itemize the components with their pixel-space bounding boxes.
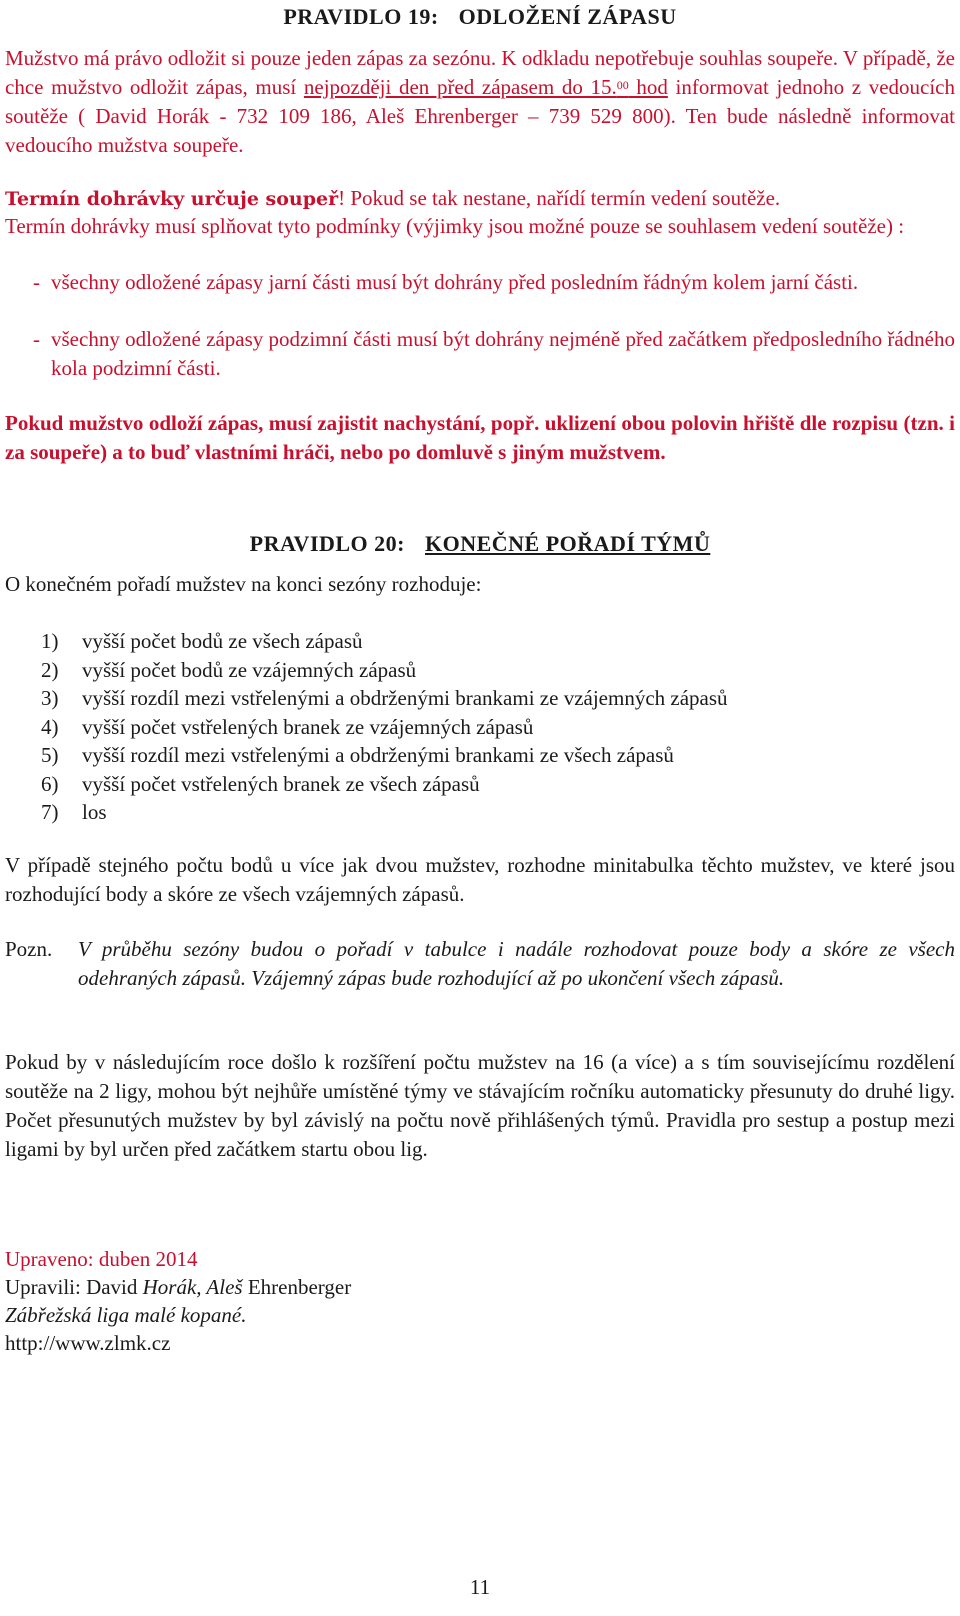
tie-break-paragraph: V případě stejného počtu bodů u více jak dvou mužstev, rozhodne minitabulka těchto mužstev, ve které jsou rozhodující body a skóre ze všech vzájemných zápasů. — [5, 853, 955, 906]
criterion-number: 3) — [41, 686, 59, 710]
criterion-number: 4) — [41, 714, 59, 739]
rule-19-title: ODLOŽENÍ ZÁPASU — [458, 4, 677, 29]
criterion-text: vyšší počet bodů ze všech zápasů — [82, 629, 363, 653]
criterion-text: vyšší rozdíl mezi vstřelenými a obdrženými brankami ze vzájemných zápasů — [82, 686, 728, 710]
note-block — [5, 935, 955, 993]
criterion-text: vyšší počet vstřelených branek ze vzájemných zápasů — [82, 714, 534, 739]
expansion-paragraph: Pokud by v následujícím roce došlo k rozšíření počtu mužstev na 16 (a více) a s tím souvisejícímu rozdělení soutěže na 2 ligy, mohou být nejhůře umístěné týmy ve stávajícím ročníku automaticky přesunuty do druhé ligy. Počet přesunutých mužstev by byl závislý na počtu nově přihlášených týmů. Pravidla pro sestup a postup mezi ligami by byl určen před začátkem startu obou lig. — [5, 1050, 955, 1161]
rule-19-number: PRAVIDLO 19: — [283, 4, 439, 29]
rule-19-paragraph-2: Termín dohrávky určuje soupeř! Pokud se tak nestane, nařídí termín vedení soutěže. — [5, 186, 781, 210]
league-website-link[interactable]: http://www.zlmk.cz — [5, 1331, 171, 1355]
ranking-criterion — [5, 627, 955, 656]
makeup-date-emphasis: Termín dohrávky určuje soupeř — [5, 188, 339, 210]
rule-19-paragraph-3: Termín dohrávky musí splňovat tyto podmínky (výjimky jsou možné pouze se souhlasem vedení soutěže) : — [5, 214, 905, 238]
criterion-number: 7) — [41, 800, 59, 824]
criterion-number: 5) — [41, 743, 59, 767]
ranking-criterion — [5, 684, 955, 713]
note-text: V průběhu sezóny budou o pořadí v tabulce i nadále rozhodovat pouze body a skóre ze všech odehraných zápasů. Vzájemný zápas bude rozhodující až po ukončení všech zápasů. — [78, 937, 955, 990]
criterion-text: los — [82, 800, 107, 824]
note-label: Pozn. — [5, 937, 53, 961]
rule-19-paragraph-4: Pokud mužstvo odloží zápas, musí zajistit nachystání, popř. uklizení obou polovin hřiště dle rozpisu (tzn. i za soupeře) a to buď vlastními hráči, nebo po domluvě s jiným mužstvem. — [5, 411, 955, 464]
condition-spring: - všechny odložené zápasy jarní části musí být dohrány před posledním řádným kolem jarní části. — [33, 270, 859, 294]
ranking-criterion — [5, 656, 955, 685]
ranking-criterion — [5, 770, 955, 799]
criterion-text: vyšší počet bodů ze vzájemných zápasů — [82, 657, 417, 682]
ranking-criterion — [5, 713, 955, 742]
criterion-text: vyšší počet vstřelených branek ze všech zápasů — [82, 771, 480, 796]
criterion-number: 1) — [41, 629, 59, 653]
page-number: 11 — [469, 1575, 491, 1599]
rule-19-heading — [5, 4, 955, 30]
ranking-criterion — [5, 741, 955, 770]
criterion-number: 6) — [41, 771, 59, 796]
rule-20-number: PRAVIDLO 20: — [249, 531, 405, 556]
deadline-text: nejpozději den před zápasem do 15.00 hod — [303, 75, 668, 99]
criterion-text: vyšší rozdíl mezi vstřelenými a obdrženými brankami ze všech zápasů — [82, 743, 674, 767]
rule-19-paragraph-1: Mužstvo má právo odložit si pouze jeden zápas za sezónu. K odkladu nepotřebuje souhlas soupeře. V případě, že chce mužstvo odložit zápas, musí nejpozději den před zápasem do 15.00 hod informovat jednoho z vedoucích soutěže ( David Horák - 732 109 186, Aleš Ehrenberger – 739 529 800). Ten bude následně informovat vedoucího mužstva soupeře. — [5, 46, 955, 157]
authors-line: Upravili: David Horák, Aleš Ehrenberger — [5, 1275, 352, 1299]
revision-date: Upraveno: duben 2014 — [5, 1247, 198, 1271]
rule-20-title: KONEČNÉ POŘADÍ TÝMŮ — [425, 531, 711, 556]
criterion-number: 2) — [41, 657, 59, 682]
ranking-criteria-list — [5, 627, 955, 827]
condition-autumn: - všechny odložené zápasy podzimní části musí být dohrány nejméně před začátkem předposledního řádného kola podzimní části. — [33, 327, 955, 380]
rule-20-heading — [5, 531, 955, 557]
rule-20-intro: O konečném pořadí mužstev na konci sezóny rozhoduje: — [5, 572, 482, 596]
league-name: Zábřežská liga malé kopané. — [5, 1303, 247, 1327]
ranking-criterion — [5, 798, 955, 827]
